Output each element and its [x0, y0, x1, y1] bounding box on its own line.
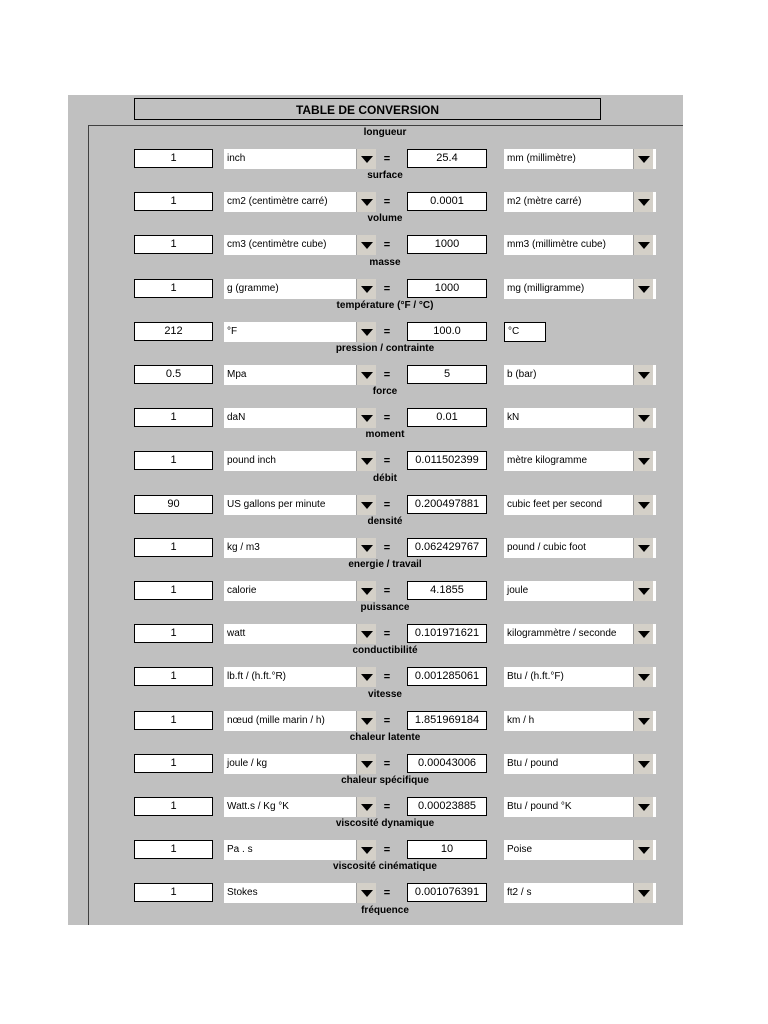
from-unit-select[interactable]: inch: [224, 149, 376, 169]
category-label: surface: [367, 170, 403, 182]
to-unit-select[interactable]: ft2 / s: [504, 883, 656, 903]
from-unit-dropdown-arrow-icon[interactable]: [356, 538, 376, 558]
from-unit-dropdown-arrow-icon[interactable]: [356, 797, 376, 817]
equals-sign: =: [383, 455, 391, 468]
value-input[interactable]: 1: [134, 754, 213, 773]
category-label: chaleur spécifique: [341, 775, 429, 786]
equals-sign: =: [383, 585, 391, 597]
result-value: 0.001285061: [407, 667, 487, 686]
value-input[interactable]: 1: [134, 451, 213, 470]
category-label: longueur: [363, 127, 407, 138]
to-unit-select[interactable]: cubic feet per second: [504, 495, 656, 515]
category-label: chaleur latente: [349, 731, 421, 743]
to-unit-dropdown-arrow-icon[interactable]: [633, 495, 653, 515]
result-value: 0.0001: [407, 192, 487, 211]
equals-sign: =: [383, 153, 391, 165]
from-unit-dropdown-arrow-icon[interactable]: [356, 754, 376, 774]
value-input[interactable]: 1: [134, 711, 213, 730]
result-value: 1000: [407, 235, 487, 254]
from-unit-select[interactable]: Stokes: [224, 883, 376, 903]
result-value: 0.062429767: [407, 538, 487, 557]
equals-sign: =: [383, 628, 391, 641]
to-unit-select[interactable]: Poise: [504, 840, 656, 860]
value-input[interactable]: 1: [134, 840, 213, 859]
to-unit-select[interactable]: mètre kilogramme: [504, 451, 656, 471]
to-unit-select[interactable]: b (bar): [504, 365, 656, 385]
from-unit-select[interactable]: Pa . s: [224, 840, 376, 860]
from-unit-select[interactable]: joule / kg: [224, 754, 376, 774]
equals-sign: =: [383, 801, 391, 813]
to-unit-select[interactable]: kN: [504, 408, 656, 428]
from-unit-dropdown-arrow-icon[interactable]: [356, 451, 376, 471]
from-unit-select[interactable]: kg / m3: [224, 538, 376, 558]
value-input[interactable]: 1: [134, 581, 213, 600]
result-value: 0.001076391: [407, 883, 487, 902]
value-input[interactable]: 1: [134, 624, 213, 643]
to-unit-select[interactable]: Btu / pound: [504, 754, 656, 774]
to-unit-dropdown-arrow-icon[interactable]: [633, 365, 653, 385]
category-label: température (°F / °C): [336, 299, 434, 311]
result-value: 1.851969184: [407, 711, 487, 730]
value-input[interactable]: 1: [134, 408, 213, 427]
result-value: 100.0: [407, 322, 487, 341]
category-label: masse: [369, 256, 401, 268]
from-unit-dropdown-arrow-icon[interactable]: [356, 149, 376, 169]
category-label: volume: [367, 213, 403, 225]
value-input[interactable]: 1: [134, 667, 213, 686]
from-unit-select[interactable]: US gallons per minute: [224, 495, 376, 515]
equals-sign: =: [383, 887, 391, 900]
to-unit-dropdown-arrow-icon[interactable]: [633, 279, 653, 299]
from-unit-dropdown-arrow-icon[interactable]: [356, 581, 376, 601]
to-unit-dropdown-arrow-icon[interactable]: [633, 192, 653, 212]
equals-sign: =: [383, 714, 391, 727]
from-unit-select[interactable]: g (gramme): [224, 279, 376, 299]
from-unit-select[interactable]: calorie: [224, 581, 376, 601]
from-unit-select[interactable]: °F: [224, 322, 376, 342]
equals-sign: =: [383, 369, 391, 381]
value-input[interactable]: 0.5: [134, 365, 213, 384]
equals-sign: =: [383, 757, 391, 770]
to-unit-dropdown-arrow-icon[interactable]: [633, 667, 653, 687]
to-unit-select[interactable]: m2 (mètre carré): [504, 192, 656, 212]
result-value: 10: [407, 840, 487, 859]
category-label: moment: [365, 429, 405, 441]
category-label: débit: [373, 472, 397, 484]
result-value: 0.00043006: [407, 754, 487, 773]
to-unit-dropdown-arrow-icon[interactable]: [633, 883, 653, 903]
to-unit-dropdown-arrow-icon[interactable]: [633, 408, 653, 428]
result-value: 0.101971621: [407, 624, 487, 643]
from-unit-select[interactable]: lb.ft / (h.ft.°R): [224, 667, 376, 687]
to-unit-dropdown-arrow-icon[interactable]: [633, 451, 653, 471]
from-unit-dropdown-arrow-icon[interactable]: [356, 667, 376, 687]
from-unit-dropdown-arrow-icon[interactable]: [356, 840, 376, 860]
from-unit-dropdown-arrow-icon[interactable]: [356, 192, 376, 212]
from-unit-dropdown-arrow-icon[interactable]: [356, 624, 376, 644]
from-unit-dropdown-arrow-icon[interactable]: [356, 408, 376, 428]
from-unit-select[interactable]: Mpa: [224, 365, 376, 385]
category-label: viscosité dynamique: [335, 818, 435, 830]
value-input[interactable]: 90: [134, 495, 213, 514]
equals-sign: =: [383, 844, 391, 857]
from-unit-dropdown-arrow-icon[interactable]: [356, 365, 376, 385]
category-label: viscosité cinématique: [333, 861, 437, 873]
equals-sign: =: [383, 239, 391, 252]
page-title: TABLE DE CONVERSION: [134, 98, 601, 120]
category-label: energie / travail: [348, 559, 422, 570]
result-value: 4.1855: [407, 581, 487, 600]
to-unit-select: °C: [504, 322, 546, 342]
from-unit-select[interactable]: nœud (mille marin / h): [224, 711, 376, 731]
value-input[interactable]: 1: [134, 149, 213, 168]
value-input[interactable]: 1: [134, 883, 213, 902]
value-input[interactable]: 1: [134, 192, 213, 211]
to-unit-select[interactable]: km / h: [504, 711, 656, 731]
equals-sign: =: [383, 412, 391, 425]
from-unit-select[interactable]: pound inch: [224, 451, 376, 471]
value-input[interactable]: 1: [134, 538, 213, 557]
result-value: 0.200497881: [407, 495, 487, 514]
equals-sign: =: [383, 541, 391, 554]
result-value: 0.011502399: [407, 451, 487, 470]
from-unit-select[interactable]: cm2 (centimètre carré): [224, 192, 376, 212]
equals-sign: =: [383, 498, 391, 511]
category-label: pression / contrainte: [335, 343, 435, 354]
to-unit-dropdown-arrow-icon[interactable]: [633, 235, 653, 255]
value-input[interactable]: 1: [134, 235, 213, 254]
value-input[interactable]: 212: [134, 322, 213, 341]
value-input[interactable]: 1: [134, 797, 213, 816]
to-unit-dropdown-arrow-icon[interactable]: [633, 538, 653, 558]
from-unit-select[interactable]: Watt.s / Kg °K: [224, 797, 376, 817]
to-unit-dropdown-arrow-icon[interactable]: [633, 797, 653, 817]
to-unit-dropdown-arrow-icon[interactable]: [633, 581, 653, 601]
to-unit-select[interactable]: Btu / pound °K: [504, 797, 656, 817]
to-unit-dropdown-arrow-icon[interactable]: [633, 840, 653, 860]
to-unit-dropdown-arrow-icon[interactable]: [633, 149, 653, 169]
to-unit-dropdown-arrow-icon[interactable]: [633, 624, 653, 644]
to-unit-dropdown-arrow-icon[interactable]: [633, 754, 653, 774]
from-unit-select[interactable]: cm3 (centimètre cube): [224, 235, 376, 255]
to-unit-select[interactable]: pound / cubic foot: [504, 538, 656, 558]
from-unit-dropdown-arrow-icon[interactable]: [356, 883, 376, 903]
category-label: conductibilité: [352, 645, 418, 657]
to-unit-select[interactable]: mm (millimètre): [504, 149, 656, 169]
equals-sign: =: [383, 282, 391, 295]
from-unit-dropdown-arrow-icon[interactable]: [356, 322, 376, 342]
equals-sign: =: [383, 671, 391, 684]
from-unit-select[interactable]: watt: [224, 624, 376, 644]
to-unit-dropdown-arrow-icon[interactable]: [633, 711, 653, 731]
equals-sign: =: [383, 196, 391, 209]
to-unit-select[interactable]: mg (milligramme): [504, 279, 656, 299]
result-value: 1000: [407, 279, 487, 298]
result-value: 5: [407, 365, 487, 384]
category-label: densité: [367, 515, 403, 527]
result-value: 25.4: [407, 149, 487, 168]
equals-sign: =: [383, 325, 391, 338]
to-unit-select[interactable]: mm3 (millimètre cube): [504, 235, 656, 255]
from-unit-dropdown-arrow-icon[interactable]: [356, 279, 376, 299]
to-unit-select[interactable]: joule: [504, 581, 656, 601]
from-unit-dropdown-arrow-icon[interactable]: [356, 235, 376, 255]
result-value: 0.00023885: [407, 797, 487, 816]
category-label: force: [372, 386, 398, 398]
from-unit-dropdown-arrow-icon[interactable]: [356, 711, 376, 731]
from-unit-dropdown-arrow-icon[interactable]: [356, 495, 376, 515]
category-label: puissance: [360, 602, 410, 614]
from-unit-select[interactable]: daN: [224, 408, 376, 428]
to-unit-select[interactable]: kilogrammètre / seconde: [504, 624, 656, 644]
category-label: vitesse: [368, 688, 402, 700]
result-value: 0.01: [407, 408, 487, 427]
category-label-frequence: fréquence: [361, 904, 409, 916]
to-unit-select[interactable]: Btu / (h.ft.°F): [504, 667, 656, 687]
value-input[interactable]: 1: [134, 279, 213, 298]
